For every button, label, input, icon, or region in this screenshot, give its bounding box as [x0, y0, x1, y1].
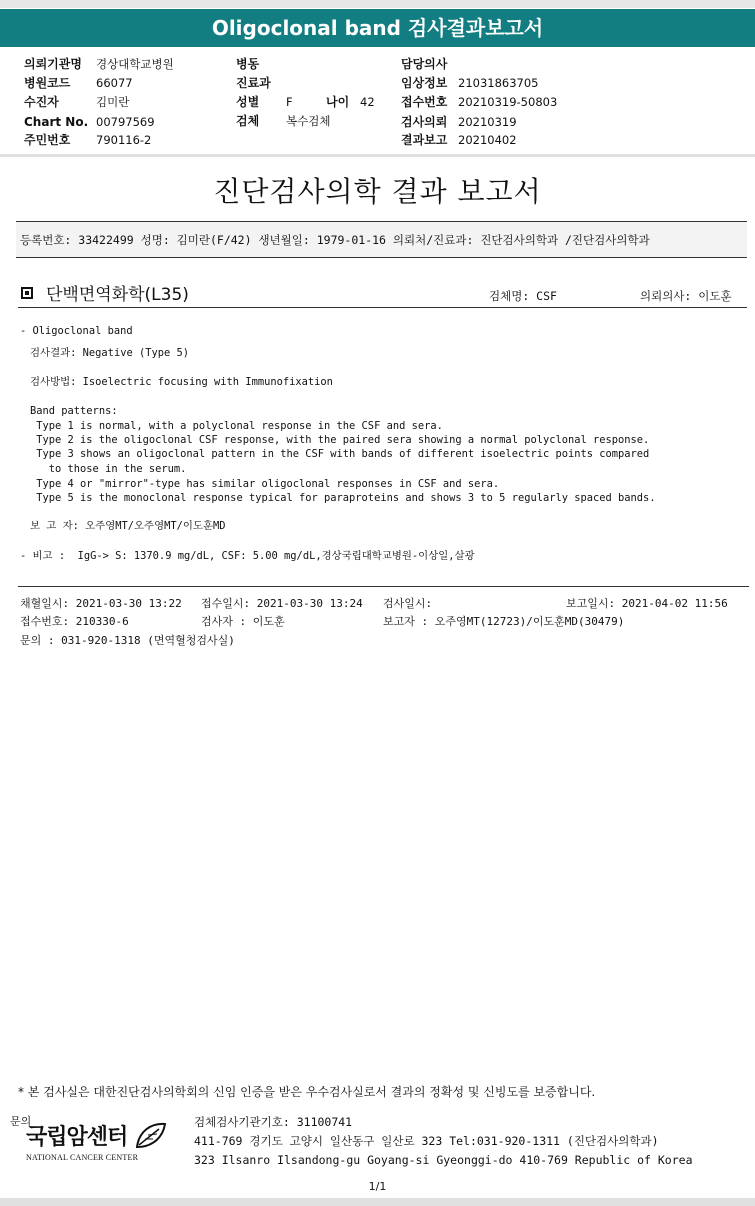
inquiry-phone: 문의 : 031-920-1318 (면역혈청검사실)	[20, 634, 235, 647]
footer-divider	[18, 586, 749, 587]
test-method: 검사방법: Isoelectric focusing with Immunofixation	[30, 376, 333, 388]
header-report-date: 결과보고 20210402	[401, 133, 517, 147]
header-request-date: 검사의뢰 20210319	[401, 115, 517, 129]
collected-time: 채혈일시: 2021-03-30 13:22	[20, 597, 182, 610]
band-pattern-line: Type 3 shows an oligoclonal pattern in the CSF with bands of different isoelectric points compared	[30, 448, 650, 460]
header-ward: 병동	[236, 57, 260, 71]
band-pattern-line: to those in the serum.	[30, 463, 187, 475]
header-sex: 성별 F	[236, 95, 293, 109]
test-result: 검사결과: Negative (Type 5)	[30, 347, 190, 359]
receipt-number: 접수번호: 210330-6	[20, 615, 129, 628]
tester: 검사자 : 이도훈	[201, 615, 285, 628]
certification-note: * 본 검사실은 대한진단검사의학회의 신임 인증을 받은 우수검사실로서 결과의 정확성 및 신빙도를 보증합니다.	[18, 1085, 596, 1099]
header-physician: 담당의사	[401, 57, 448, 71]
result-remark: - 비고 : IgG-> S: 1370.9 mg/dL, CSF: 5.00 mg/dL,경상국립대학교병원-이상일,살광	[20, 550, 475, 562]
header-chart-no: Chart No. 00797569	[24, 115, 155, 129]
band-pattern-line: Type 1 is normal, with a polyclonal response in the CSF and sera.	[30, 420, 443, 432]
reported-time: 보고일시: 2021-04-02 11:56	[566, 597, 728, 610]
result-reporter: 보 고 자: 오주영MT/오주영MT/이도훈MD	[30, 520, 226, 532]
logo-name-kr: 국립암센터	[26, 1125, 128, 1150]
reporter: 보고자 : 오주영MT(12723)/이도훈MD(30479)	[383, 615, 625, 628]
page-number: 1/1	[368, 1180, 387, 1193]
band-pattern-line: Type 5 is the monoclonal response typical for paraproteins and shows 3 to 5 regularly spaced bands.	[30, 492, 656, 504]
banner-title: Oligoclonal band 검사결과보고서	[0, 9, 755, 47]
header-receipt-no: 접수번호 20210319-50803	[401, 95, 558, 109]
org-code: 검체검사기관기호: 31100741	[194, 1115, 353, 1129]
header-clinical-info: 임상정보 21031863705	[401, 76, 539, 90]
header-divider	[0, 154, 755, 157]
header-patient: 수진자 김미란	[24, 95, 130, 109]
org-address-kr: 411-769 경기도 고양시 일산동구 일산로 323 Tel:031-920-1311 (진단검사의학과)	[194, 1134, 659, 1148]
section-doctor: 의뢰의사: 이도훈	[640, 289, 732, 303]
org-address-en: 323 Ilsanro Ilsandong-gu Goyang-si Gyeonggi-do 410-769 Republic of Korea	[194, 1153, 693, 1167]
received-time: 접수일시: 2021-03-30 13:24	[201, 597, 363, 610]
section-bullet-icon	[21, 287, 33, 299]
leaf-logo-icon	[133, 1121, 169, 1151]
tested-time: 검사일시:	[383, 597, 433, 610]
header-resident-no: 주민번호 790116-2	[24, 133, 152, 147]
test-name: - Oligoclonal band	[20, 325, 133, 337]
header-hospital-code: 병원코드 66077	[24, 76, 133, 90]
logo-name-en: NATIONAL CANCER CENTER	[26, 1153, 139, 1162]
band-pattern-line: Type 2 is the oligoclonal CSF response, with the paired sera showing a normal polyclonal response.	[30, 434, 650, 446]
header-specimen: 검체 복수검체	[236, 114, 331, 128]
band-pattern-line: Type 4 or "mirror"-type has similar oligoclonal responses in CSF and sera.	[30, 478, 500, 490]
top-strip	[0, 0, 755, 8]
inquiry-label: 문의	[10, 1115, 32, 1128]
section-specimen: 검체명: CSF	[489, 289, 557, 303]
header-department: 진료과	[236, 76, 271, 90]
band-patterns-title: Band patterns:	[30, 405, 118, 417]
bottom-strip	[0, 1198, 755, 1206]
ncc-logo	[26, 1120, 169, 1162]
report-title: 진단검사의학 결과 보고서	[213, 175, 542, 208]
section-header	[18, 283, 747, 308]
section-title: 단백면역화학(L35)	[46, 285, 189, 305]
header-hospital: 의뢰기관명 경상대학교병원	[24, 57, 174, 71]
registration-bar: 등록번호: 33422499 성명: 김미란(F/42) 생년월일: 1979-01-16 의뢰처/진료과: 진단검사의학과 /진단검사의학과	[16, 221, 747, 258]
header-age: 나이 42	[326, 95, 375, 109]
